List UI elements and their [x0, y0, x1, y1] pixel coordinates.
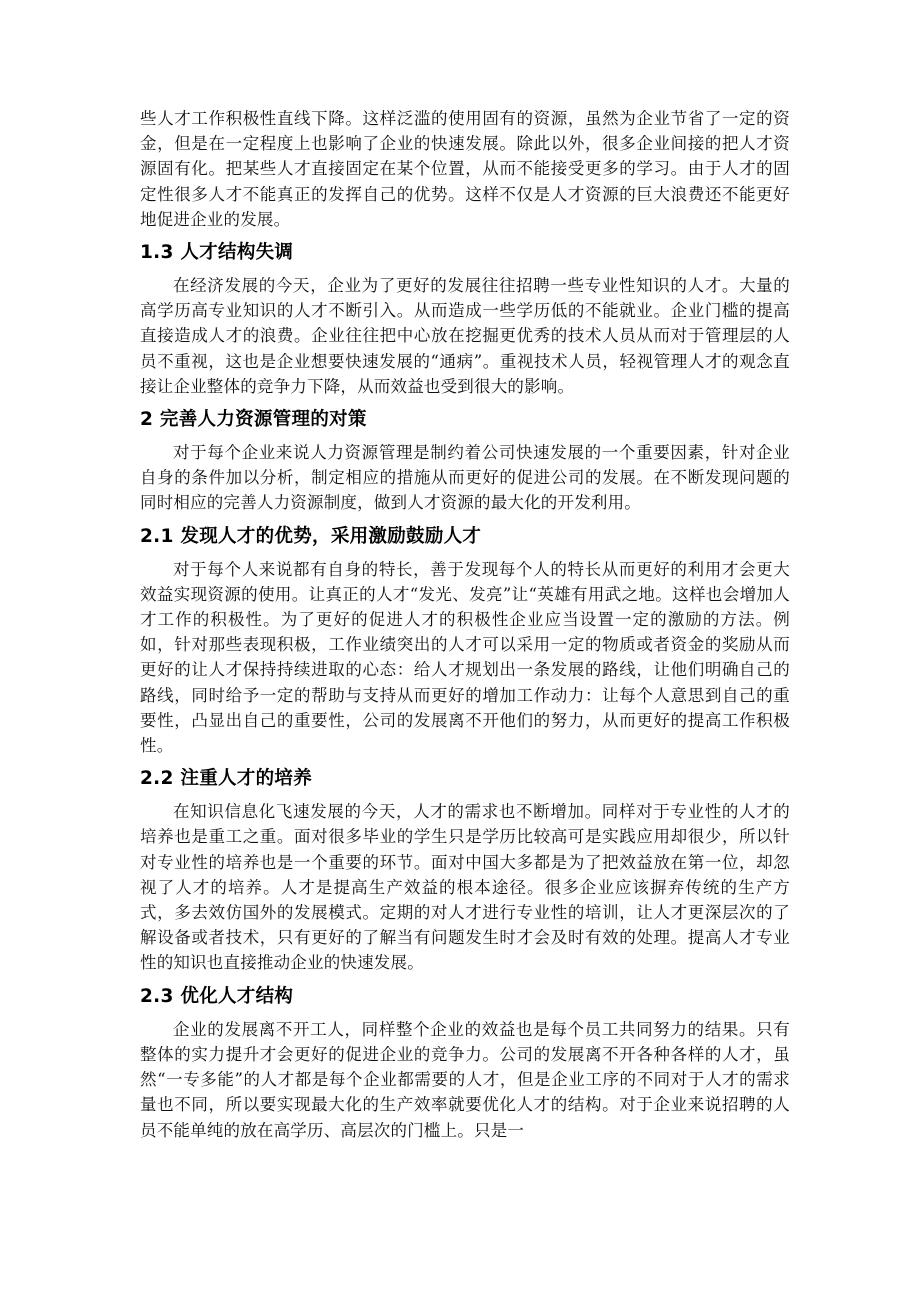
heading-2-3: 2.3 优化人才结构: [140, 985, 294, 1007]
paragraph-training: 在知识信息化飞速发展的今天，人才的需求也不断增加。同样对于专业性的人才的培养也是重工之重。面对很多毕业的学生只是学历比较高可是实践应用却很少，所以针对专业性的培养也是一个重要的环节。面对中国大多都是为了把效益放在第一位，却忽视了人才的培养。人才是提高生产效益的根本途径。很多企业应该摒弃传统的生产方式，多去效仿国外的发展模式。定期的对人才进行专业性的培训，让人才更深层次的了解设备或者技术，只有更好的了解当有问题发生时才会及时有效的处理。提高人才专业性的知识也直接推动企业的快速发展。: [140, 802, 790, 973]
paragraph-optimize-structure: 企业的发展离不开工人，同样整个企业的效益也是每个员工共同努力的结果。只有整体的实力提升才会更好的促进企业的竞争力。公司的发展离不开各种各样的人才，虽然“一专多能”的人才都是每个企业都需要的人才，但是企业工序的不同对于人才的需求量也不同，所以要实现最大化的生产效率就要优化人才的结构。对于企业来说招聘的人员不能单纯的放在高学历、高层次的门槛上。只是一: [140, 1019, 790, 1140]
heading-2-2: 2.2 注重人才的培养: [140, 768, 313, 790]
heading-2-1: 2.1 发现人才的优势，采用激励鼓励人才: [140, 525, 482, 547]
paragraph-countermeasures: 对于每个企业来说人力资源管理是制约着公司快速发展的一个重要因素，针对企业自身的条件加以分析，制定相应的措施从而更好的促进公司的发展。在不断发现问题的同时相应的完善人力资源制度，做到人才资源的最大化的开发利用。: [140, 443, 790, 513]
paragraph-continuation: 些人才工作积极性直线下降。这样泛滥的使用固有的资源，虽然为企业节省了一定的资金，但是在一定程度上也影响了企业的快速发展。除此以外，很多企业间接的把人才资源固有化。把某些人才直接固定在某个位置，从而不能接受更多的学习。由于人才的固定性很多人才不能真正的发挥自己的优势。这样不仅是人才资源的巨大浪费还不能更好地促进企业的发展。: [140, 109, 790, 229]
document-page: [140, 106, 790, 1143]
heading-1-3: 1.3 人才结构失调: [140, 242, 294, 264]
heading-2: 2 完善人力资源管理的对策: [140, 409, 367, 431]
paragraph-talent-structure: 在经济发展的今天，企业为了更好的发展往往招聘一些专业性知识的人才。大量的高学历高专业知识的人才不断引入。从而造成一些学历低的不能就业。企业门槛的提高直接造成人才的浪费。企业往往把中心放在挖掘更优秀的技术人员从而对于管理层的人员不重视，这也是企业想要快速发展的“通病”。重视技术人员，轻视管理人才的观念直接让企业整体的竞争力下降，从而效益也受到很大的影响。: [140, 276, 790, 396]
paragraph-incentives: 对于每个人来说都有自身的特长，善于发现每个人的特长从而更好的利用才会更大效益实现资源的使用。让真正的人才“发光、发亮”让“英雄有用武之地。这样也会增加人才工作的积极性。为了更好的促进人才的积极性企业应当设置一定的激励的方法。例如，针对那些表现积极，工作业绩突出的人才可以采用一定的物质或者资金的奖励从而更好的让人才保持持续进取的心态：给人才规划出一条发展的路线，让他们明确自己的路线，同时给予一定的帮助与支持从而更好的增加工作动力：让每个人意思到自己的重要性，凸显出自己的重要性，公司的发展离不开他们的努力，从而更好的提高工作积极性。: [140, 559, 790, 756]
